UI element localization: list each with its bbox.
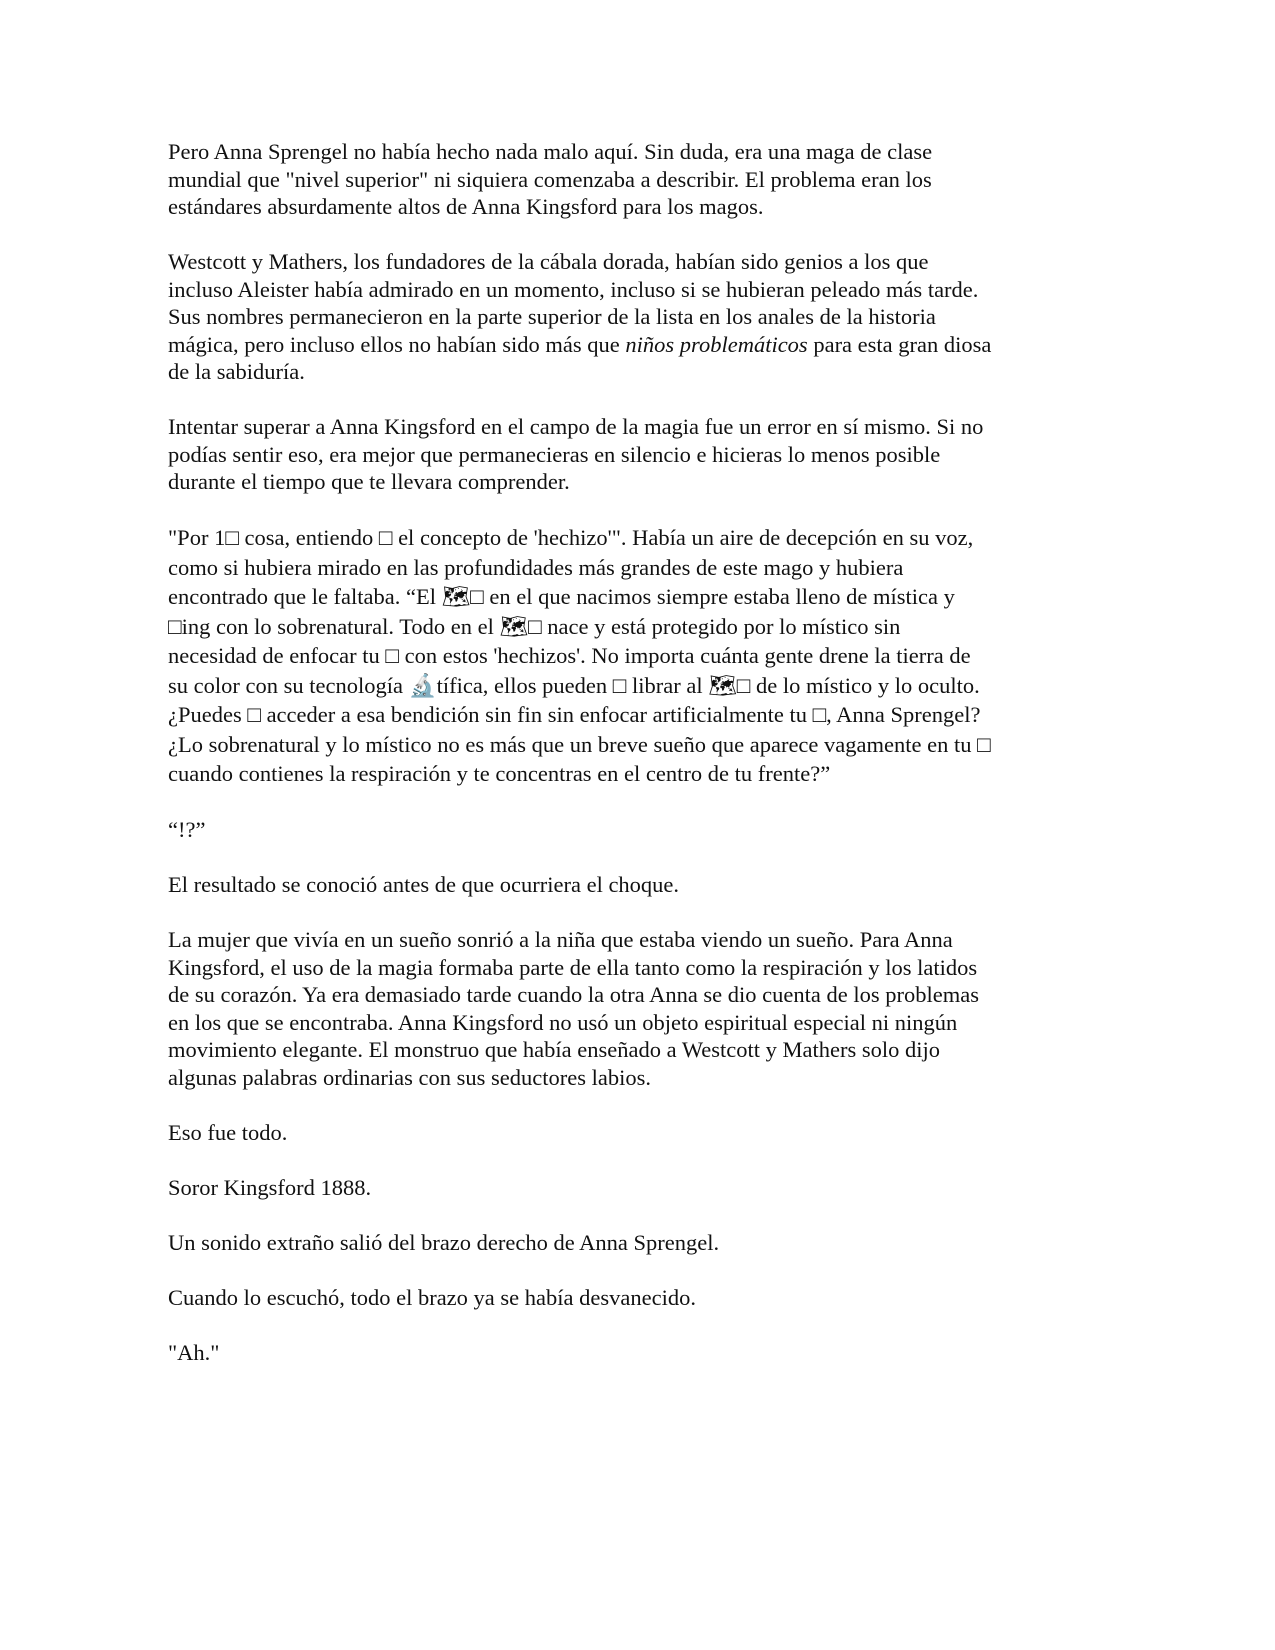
text-segment: Kingsford, el uso de la magia formaba parte de ella tanto como la respiración y los latidos (168, 954, 978, 980)
text-segment: Sus nombres permanecieron en la parte superior de la lista en los anales de la historia (168, 304, 936, 329)
text-segment: su color con su tecnología 🔬tífica, ellos pueden □ librar al 🗺□ de lo místico y lo oculto. (168, 672, 980, 698)
paragraph (168, 1284, 1068, 1312)
text-line (168, 759, 1068, 789)
text-segment: incluso Aleister había admirado en un momento, incluso si se hubieran peleado más tarde. (168, 276, 979, 302)
paragraph (168, 1174, 1068, 1202)
text-line (168, 358, 1068, 386)
text-line (168, 641, 1068, 671)
text-segment: encontrado que le faltaba. “El 🗺□ en el que nacimos siempre estaba lleno de mística y (168, 584, 955, 609)
text-segment: podías sentir eso, era mejor que permanecieras en silencio e hicieras lo menos posible (168, 441, 941, 467)
text-segment: □ing con lo sobrenatural. Todo en el 🗺□ nace y está protegido por lo místico sin (168, 613, 901, 639)
text-line (168, 441, 1068, 469)
text-line (168, 193, 1068, 221)
text-line (168, 1339, 1068, 1367)
text-segment: "Ah." (168, 1339, 220, 1365)
text-line (168, 981, 1068, 1009)
text-line (168, 138, 1068, 166)
text-line (168, 1229, 1068, 1257)
text-segment: Cuando lo escuchó, todo el brazo ya se había desvanecido. (168, 1284, 696, 1310)
text-segment: cuando contienes la respiración y te concentras en el centro de tu frente?” (168, 761, 831, 786)
text-line (168, 1009, 1068, 1037)
text-line (168, 582, 1068, 612)
paragraph (168, 138, 1068, 221)
text-segment: ¿Lo sobrenatural y lo místico no es más que un breve sueño que aparece vagamente en tu □ (168, 731, 991, 757)
text-line (168, 671, 1068, 701)
document-body (168, 138, 1068, 1394)
text-segment: de su corazón. Ya era demasiado tarde cuando la otra Anna se dio cuenta de los problemas (168, 982, 979, 1007)
text-segment: Un sonido extraño salió del brazo derecho de Anna Sprengel. (168, 1229, 720, 1255)
text-segment: Intentar superar a Anna Kingsford en el campo de la magia fue un error en sí mismo. Si no (168, 414, 984, 439)
text-line (168, 303, 1068, 331)
paragraph (168, 248, 1068, 386)
text-segment: Westcott y Mathers, los fundadores de la cábala dorada, habían sido genios a los que (168, 249, 929, 274)
text-line (168, 523, 1068, 553)
text-line (168, 1284, 1068, 1312)
paragraph (168, 1339, 1068, 1367)
text-segment: durante el tiempo que te llevara comprender. (168, 469, 570, 494)
text-line (168, 276, 1068, 304)
text-line (168, 553, 1068, 583)
text-segment: algunas palabras ordinarias con sus seductores labios. (168, 1064, 651, 1090)
text-segment: necesidad de enfocar tu □ con estos 'hechizos'. No importa cuánta gente drene la tierra de (168, 643, 971, 668)
paragraph (168, 816, 1068, 844)
text-segment: La mujer que vivía en un sueño sonrió a la niña que estaba viendo un sueño. Para Anna (168, 927, 953, 952)
text-line (168, 1174, 1068, 1202)
text-segment: para esta gran diosa (807, 331, 992, 357)
text-line (168, 468, 1068, 496)
text-segment: mágica, pero incluso ellos no habían sido más que (168, 331, 626, 357)
text-line (168, 1119, 1068, 1147)
text-line (168, 700, 1068, 730)
text-line (168, 954, 1068, 982)
text-line (168, 248, 1068, 276)
text-segment: de la sabiduría. (168, 359, 305, 384)
paragraph (168, 1119, 1068, 1147)
text-line (168, 331, 1068, 359)
text-segment: Soror Kingsford 1888. (168, 1174, 372, 1200)
text-line (168, 816, 1068, 844)
text-segment: El resultado se conoció antes de que ocurriera el choque. (168, 872, 680, 897)
text-line (168, 1064, 1068, 1092)
paragraph (168, 926, 1068, 1091)
text-line (168, 871, 1068, 899)
text-segment: “!?” (168, 817, 206, 842)
text-segment: Pero Anna Sprengel no había hecho nada malo aquí. Sin duda, era una maga de clase (168, 139, 933, 164)
text-segment: estándares absurdamente altos de Anna Kingsford para los magos. (168, 194, 764, 219)
italic-text: niños problemáticos (625, 331, 808, 357)
paragraph (168, 1229, 1068, 1257)
paragraph (168, 871, 1068, 899)
text-line (168, 730, 1068, 760)
text-segment: movimiento elegante. El monstruo que había enseñado a Westcott y Mathers solo dijo (168, 1037, 940, 1062)
text-segment: "Por 1□ cosa, entiendo □ el concepto de 'hechizo'". Había un aire de decepción en su voz, (168, 525, 974, 550)
text-segment: en los que se encontraba. Anna Kingsford no usó un objeto espiritual especial ni ningún (168, 1009, 958, 1035)
text-line (168, 926, 1068, 954)
text-segment: como si hubiera mirado en las profundidades más grandes de este mago y hubiera (168, 554, 904, 580)
paragraph (168, 523, 1068, 789)
text-segment: Eso fue todo. (168, 1119, 288, 1145)
text-line (168, 612, 1068, 642)
text-line (168, 413, 1068, 441)
text-line (168, 166, 1068, 194)
paragraph (168, 413, 1068, 496)
text-segment: mundial que "nivel superior" ni siquiera comenzaba a describir. El problema eran los (168, 166, 932, 192)
text-segment: ¿Puedes □ acceder a esa bendición sin fin sin enfocar artificialmente tu □, Anna Sprengel? (168, 702, 981, 727)
text-line (168, 1036, 1068, 1064)
